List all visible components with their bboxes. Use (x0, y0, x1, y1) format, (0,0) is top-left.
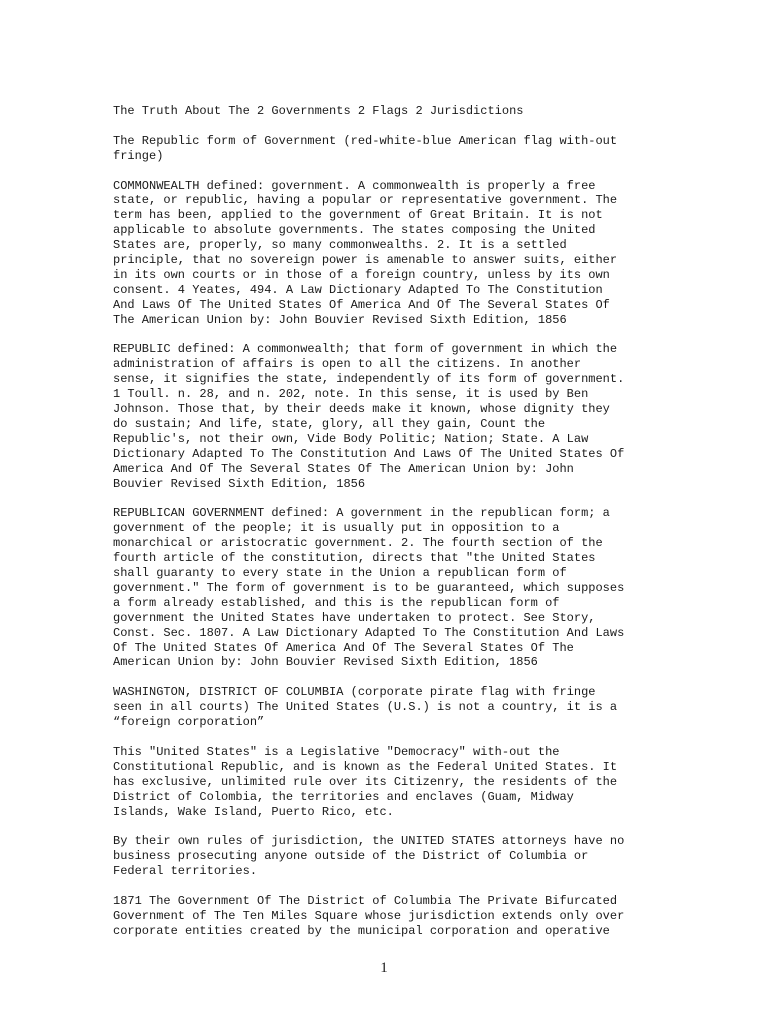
paragraph-jurisdiction-rules: By their own rules of jurisdiction, the UNITED STATES attorneys have no business prosecuting anyone outside of the District of Columbia or Federal territories. (113, 834, 625, 879)
paragraph-united-states-democracy: This "United States" is a Legislative "Democracy" with-out the Constitutional Republic, and is known as the Federal United States. It has exclusive, unlimited rule over its Citizenry, the residents of the District of Colombia, the territories and enclaves (Guam, Midway Islands, Wake Island, Puerto Rico, etc. (113, 744, 618, 819)
paragraph-washington-dc: WASHINGTON, DISTRICT OF COLUMBIA (corporate pirate flag with fringe seen in all courts) The United States (U.S.) is not a country, it is a “foreign corporation” (113, 685, 618, 730)
document-title: The Truth About The 2 Governments 2 Flags 2 Jurisdictions (113, 104, 524, 118)
paragraph-republican-government-definition: REPUBLICAN GOVERNMENT defined: A government in the republican form; a government of the people; it is usually put in opposition to a monarchical or aristocratic government. 2. The fourth section of the fourth article of the constitution, directs that "the United States shall guaranty to every state in the Union a republican form of government." The form of government is to be guaranteed, which supposes a form already established, and this is the republican form of government the United States have undertaken to protect. See Story, Const. Sec. 1807. A Law Dictionary Adapted To The Constitution And Laws Of The United States Of America And Of The Several States Of The American Union by: John Bouvier Revised Sixth Edition, 1856 (113, 506, 625, 670)
paragraph-republic-form: The Republic form of Government (red-white-blue American flag with-out fringe) (113, 133, 618, 163)
paragraph-commonwealth-definition: COMMONWEALTH defined: government. A commonwealth is properly a free state, or republic, having a popular or representative government. The term has been, applied to the government of Great Britain. It is not applicable to absolute governments. The states composing the United States are, properly, so many commonwealths. 2. It is a settled principle, that no sovereign power is amenable to answer suits, either in its own courts or in those of a foreign country, unless by its own consent. 4 Yeates, 494. A Law Dictionary Adapted To The Constitution And Laws Of The United States Of America And Of The Several States Of The American Union by: John Bouvier Revised Sixth Edition, 1856 (113, 178, 618, 327)
paragraph-republic-definition: REPUBLIC defined: A commonwealth; that form of government in which the administration of affairs is open to all the citizens. In another sense, it signifies the state, independently of its form of government. 1 Toull. n. 28, and n. 202, note. In this sense, it is used by Ben Johnson. Those that, by their deeds make it known, whose dignity they do sustain; And life, state, glory, all they gain, Count the Republic's, not their own, Vide Body Politic; Nation; State. A Law Dictionary Adapted To The Constitution And Laws Of The United States Of America And Of The Several States Of The American Union by: John Bouvier Revised Sixth Edition, 1856 (113, 342, 625, 491)
page-number: 1 (380, 960, 388, 976)
document-body (113, 104, 673, 954)
paragraph-1871-government: 1871 The Government Of The District of Columbia The Private Bifurcated Government of The Ten Miles Square whose jurisdiction extends only over corporate entities created by the municipal corporation and operative (113, 893, 625, 938)
